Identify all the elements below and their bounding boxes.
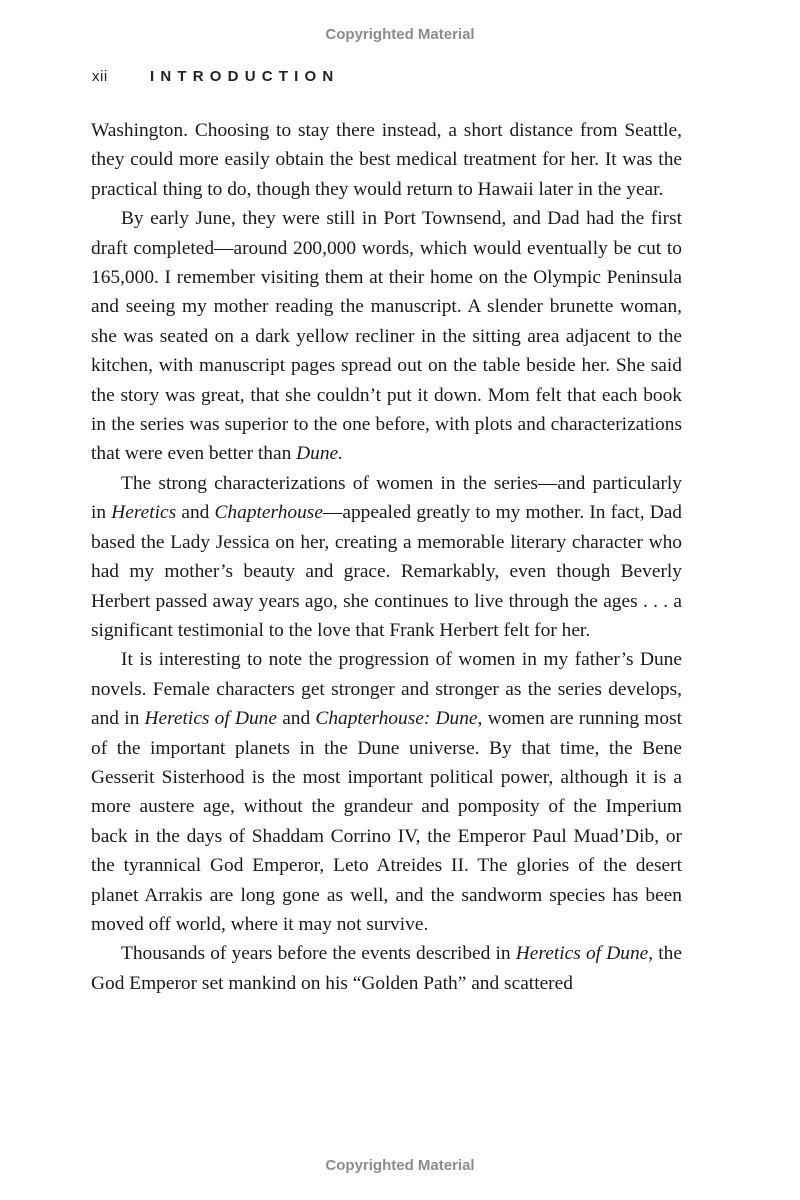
paragraph: [91, 469, 682, 645]
paragraph: [91, 939, 682, 998]
section-title: INTRODUCTION: [150, 68, 340, 85]
paragraph: [91, 645, 682, 939]
copyright-watermark-bottom: Copyrighted Material: [325, 1157, 475, 1174]
running-head: [92, 68, 339, 85]
text-run: —appealed greatly to my mother. In fact, Dad based the Lady Jessica on her, creating a memorable literary character who had my mother’s beauty and grace. Remarkably, even though Beverly Herbert passed away years ago, she continues to live through the ages . . . a significant testimonial to the love that Frank Herbert felt for her.: [91, 502, 682, 641]
italic-title: Heretics of Dune: [144, 708, 277, 730]
italic-title: Heretics: [111, 502, 177, 524]
text-run: , the God Emperor set mankind on his “Golden Path” and scattered: [91, 943, 682, 994]
italic-title: Heretics of Dune: [515, 943, 649, 965]
paragraph: [91, 204, 682, 469]
text-run: It is interesting to note the progression of women in my father’s Dune novels. Female characters get stronger and stronger as the series develops, and in: [91, 649, 682, 730]
text-run: By early June, they were still in Port Townsend, and Dad had the first draft completed—around 200,000 words, which would eventually be cut to 165,000. I remember visiting them at their home on the Olympic Peninsula and seeing my mother reading the manuscript. A slender brunette woman, she was seated on a dark yellow recliner in the sitting area adjacent to the kitchen, with manuscript pages spread out on the table beside her. She said the story was great, that she couldn’t put it down. Mom felt that each book in the series was superior to the one before, with plots and characterizations that were even better than: [91, 208, 682, 465]
italic-title: Chapterhouse: [214, 502, 323, 524]
paragraph: [91, 116, 682, 204]
italic-title: Dune.: [296, 443, 343, 465]
italic-title: Chapterhouse: Dune: [315, 708, 478, 730]
text-run: Washington. Choosing to stay there instead, a short distance from Seattle, they could more easily obtain the best medical treatment for her. It was the practical thing to do, though they would return to Hawaii later in the year.: [91, 120, 682, 200]
copyright-watermark-top: Copyrighted Material: [325, 26, 475, 43]
body-text: [91, 116, 682, 998]
text-run: , women are running most of the important planets in the Dune universe. By that time, the Bene Gesserit Sisterhood is the most important political power, although it is a more austere age, without the grandeur and pomposity of the Imperium back in the days of Shaddam Corrino IV, the Emperor Paul Muad’Dib, or the tyrannical God Emperor, Leto Atreides II. The glories of the desert planet Arrakis are long gone as well, and the sandworm species has been moved off world, where it may not survive.: [91, 708, 682, 935]
text-run: Thousands of years before the events described in: [121, 943, 516, 965]
page-number: xii: [92, 68, 108, 85]
text-run: and: [176, 502, 215, 524]
text-run: and: [276, 708, 316, 730]
text-run: The strong characterizations of women in the series—and particularly in: [91, 472, 682, 524]
